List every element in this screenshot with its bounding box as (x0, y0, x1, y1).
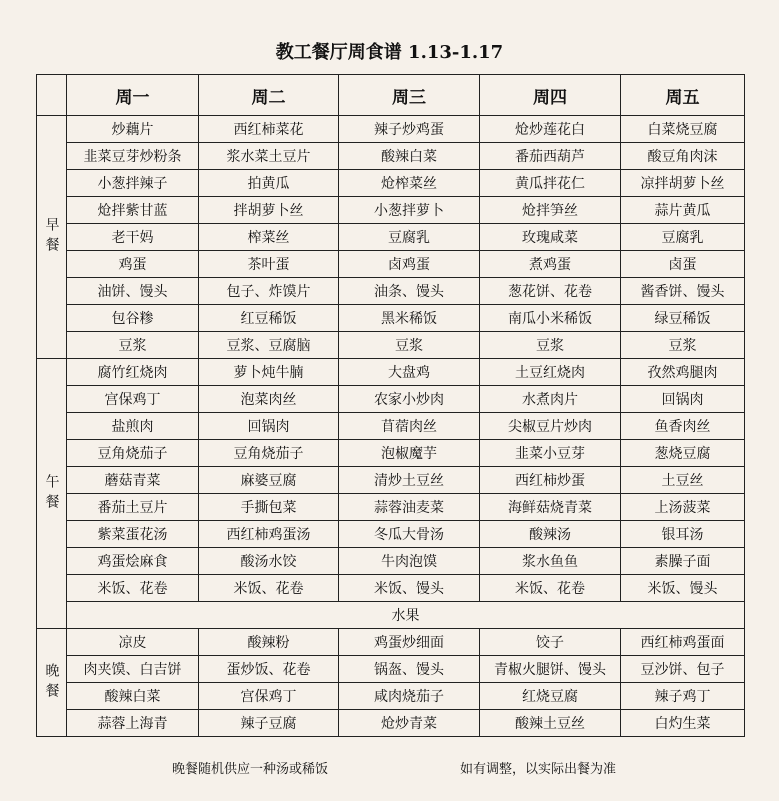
dish-cell: 豆角烧茄子 (67, 440, 199, 467)
dish-cell: 炝炒青菜 (339, 710, 480, 737)
dish-cell: 西红柿炒蛋 (480, 467, 621, 494)
dish-cell: 锅盔、馒头 (339, 656, 480, 683)
dish-cell: 豆浆 (67, 332, 199, 359)
dish-cell: 小葱拌萝卜 (339, 197, 480, 224)
dish-cell: 豆浆 (339, 332, 480, 359)
dish-cell: 拌胡萝卜丝 (199, 197, 339, 224)
dish-cell: 辣子炒鸡蛋 (339, 116, 480, 143)
dish-cell: 冬瓜大骨汤 (339, 521, 480, 548)
dish-cell: 酸辣汤 (480, 521, 621, 548)
dish-cell: 肉夹馍、白吉饼 (67, 656, 199, 683)
dish-cell: 宫保鸡丁 (199, 683, 339, 710)
dish-cell: 盐煎肉 (67, 413, 199, 440)
dish-cell: 素臊子面 (621, 548, 745, 575)
dish-cell: 豆浆 (480, 332, 621, 359)
dish-cell: 酸豆角肉沫 (621, 143, 745, 170)
weekly-menu-table (36, 74, 745, 737)
dish-cell: 浆水菜土豆片 (199, 143, 339, 170)
breakfast-row (37, 116, 745, 143)
footer-note-right: 如有调整，以实际出餐为准 (460, 762, 617, 777)
dish-cell: 米饭、馒头 (339, 575, 480, 602)
dish-cell: 腐竹红烧肉 (67, 359, 199, 386)
dinner-label: 晚餐 (37, 629, 67, 737)
dish-cell: 韭菜豆芽炒粉条 (67, 143, 199, 170)
dish-cell: 卤蛋 (621, 251, 745, 278)
dish-cell: 榨菜丝 (199, 224, 339, 251)
dish-cell: 炝炒莲花白 (480, 116, 621, 143)
dish-cell: 豆沙饼、包子 (621, 656, 745, 683)
dish-cell: 油条、馒头 (339, 278, 480, 305)
fruit-cell: 水果 (67, 602, 745, 629)
breakfast-row (37, 278, 745, 305)
dish-cell: 浆水鱼鱼 (480, 548, 621, 575)
dish-cell: 豆腐乳 (621, 224, 745, 251)
dish-cell: 银耳汤 (621, 521, 745, 548)
dish-cell: 茶叶蛋 (199, 251, 339, 278)
dish-cell: 炝拌笋丝 (480, 197, 621, 224)
day-header: 周三 (339, 75, 480, 116)
dish-cell: 炝榨菜丝 (339, 170, 480, 197)
corner-cell (37, 75, 67, 116)
dish-cell: 大盘鸡 (339, 359, 480, 386)
dish-cell: 小葱拌辣子 (67, 170, 199, 197)
dish-cell: 紫菜蛋花汤 (67, 521, 199, 548)
dish-cell: 米饭、花卷 (67, 575, 199, 602)
dish-cell: 尖椒豆片炒肉 (480, 413, 621, 440)
fruit-row (37, 602, 745, 629)
dish-cell: 泡菜肉丝 (199, 386, 339, 413)
dish-cell: 米饭、花卷 (199, 575, 339, 602)
day-header: 周五 (621, 75, 745, 116)
dish-cell: 手撕包菜 (199, 494, 339, 521)
dish-cell: 酸汤水饺 (199, 548, 339, 575)
dish-cell: 西红柿鸡蛋汤 (199, 521, 339, 548)
dish-cell: 黑米稀饭 (339, 305, 480, 332)
dish-cell: 红烧豆腐 (480, 683, 621, 710)
dish-cell: 豆腐乳 (339, 224, 480, 251)
dinner-row (37, 683, 745, 710)
dish-cell: 苜蓿肉丝 (339, 413, 480, 440)
dish-cell: 西红柿菜花 (199, 116, 339, 143)
dish-cell: 红豆稀饭 (199, 305, 339, 332)
lunch-row (37, 467, 745, 494)
menu-body (37, 116, 745, 737)
day-header: 周四 (480, 75, 621, 116)
footer-note-left: 晚餐随机供应一种汤或稀饭 (172, 762, 329, 777)
breakfast-row (37, 224, 745, 251)
dish-cell: 酸辣白菜 (339, 143, 480, 170)
dish-cell: 韭菜小豆芽 (480, 440, 621, 467)
breakfast-row (37, 332, 745, 359)
dish-cell: 炝拌紫甘蓝 (67, 197, 199, 224)
dish-cell: 番茄土豆片 (67, 494, 199, 521)
dish-cell: 凉皮 (67, 629, 199, 656)
dish-cell: 包谷糁 (67, 305, 199, 332)
dish-cell: 鸡蛋烩麻食 (67, 548, 199, 575)
day-header: 周二 (199, 75, 339, 116)
breakfast-row (37, 305, 745, 332)
dish-cell: 炒藕片 (67, 116, 199, 143)
dish-cell: 白菜烧豆腐 (621, 116, 745, 143)
dinner-row (37, 656, 745, 683)
lunch-row (37, 359, 745, 386)
dish-cell: 酸辣粉 (199, 629, 339, 656)
dish-cell: 卤鸡蛋 (339, 251, 480, 278)
dish-cell: 黄瓜拌花仁 (480, 170, 621, 197)
dish-cell: 宫保鸡丁 (67, 386, 199, 413)
dish-cell: 酸辣土豆丝 (480, 710, 621, 737)
dish-cell: 米饭、花卷 (480, 575, 621, 602)
dish-cell: 回锅肉 (199, 413, 339, 440)
dish-cell: 油饼、馒头 (67, 278, 199, 305)
dish-cell: 蒜蓉上海青 (67, 710, 199, 737)
dish-cell: 包子、炸馍片 (199, 278, 339, 305)
dish-cell: 鸡蛋 (67, 251, 199, 278)
dish-cell: 蘑菇青菜 (67, 467, 199, 494)
lunch-row (37, 440, 745, 467)
dish-cell: 豆角烧茄子 (199, 440, 339, 467)
dish-cell: 米饭、馒头 (621, 575, 745, 602)
dinner-row (37, 629, 745, 656)
dish-cell: 鸡蛋炒细面 (339, 629, 480, 656)
dish-cell: 回锅肉 (621, 386, 745, 413)
lunch-label: 午餐 (37, 359, 67, 629)
dish-cell: 青椒火腿饼、馒头 (480, 656, 621, 683)
lunch-row (37, 575, 745, 602)
breakfast-label: 早餐 (37, 116, 67, 359)
dish-cell: 凉拌胡萝卜丝 (621, 170, 745, 197)
dish-cell: 土豆丝 (621, 467, 745, 494)
breakfast-row (37, 251, 745, 278)
breakfast-row (37, 170, 745, 197)
dish-cell: 绿豆稀饭 (621, 305, 745, 332)
dish-cell: 鱼香肉丝 (621, 413, 745, 440)
dish-cell: 泡椒魔芋 (339, 440, 480, 467)
dish-cell: 萝卜炖牛腩 (199, 359, 339, 386)
dish-cell: 老干妈 (67, 224, 199, 251)
dish-cell: 白灼生菜 (621, 710, 745, 737)
dish-cell: 辣子鸡丁 (621, 683, 745, 710)
dish-cell: 辣子豆腐 (199, 710, 339, 737)
dish-cell: 土豆红烧肉 (480, 359, 621, 386)
breakfast-row (37, 143, 745, 170)
dish-cell: 西红柿鸡蛋面 (621, 629, 745, 656)
dish-cell: 蒜蓉油麦菜 (339, 494, 480, 521)
dish-cell: 南瓜小米稀饭 (480, 305, 621, 332)
breakfast-row (37, 197, 745, 224)
dish-cell: 孜然鸡腿肉 (621, 359, 745, 386)
dish-cell: 葱烧豆腐 (621, 440, 745, 467)
dish-cell: 水煮肉片 (480, 386, 621, 413)
dish-cell: 海鲜菇烧青菜 (480, 494, 621, 521)
dish-cell: 番茄西葫芦 (480, 143, 621, 170)
lunch-row (37, 386, 745, 413)
header-row (37, 75, 745, 116)
dish-cell: 葱花饼、花卷 (480, 278, 621, 305)
dish-cell: 清炒土豆丝 (339, 467, 480, 494)
dish-cell: 酱香饼、馒头 (621, 278, 745, 305)
lunch-row (37, 548, 745, 575)
dish-cell: 牛肉泡馍 (339, 548, 480, 575)
dish-cell: 农家小炒肉 (339, 386, 480, 413)
dish-cell: 豆浆、豆腐脑 (199, 332, 339, 359)
lunch-row (37, 413, 745, 440)
dish-cell: 饺子 (480, 629, 621, 656)
dish-cell: 蛋炒饭、花卷 (199, 656, 339, 683)
dinner-row (37, 710, 745, 737)
dish-cell: 上汤菠菜 (621, 494, 745, 521)
dish-cell: 咸肉烧茄子 (339, 683, 480, 710)
lunch-row (37, 521, 745, 548)
page-title: 教工餐厅周食谱 1.13-1.17 (275, 42, 504, 63)
dish-cell: 玫瑰咸菜 (480, 224, 621, 251)
dish-cell: 麻婆豆腐 (199, 467, 339, 494)
dish-cell: 酸辣白菜 (67, 683, 199, 710)
dish-cell: 蒜片黄瓜 (621, 197, 745, 224)
dish-cell: 拍黄瓜 (199, 170, 339, 197)
day-header: 周一 (67, 75, 199, 116)
dish-cell: 豆浆 (621, 332, 745, 359)
dish-cell: 煮鸡蛋 (480, 251, 621, 278)
lunch-row (37, 494, 745, 521)
